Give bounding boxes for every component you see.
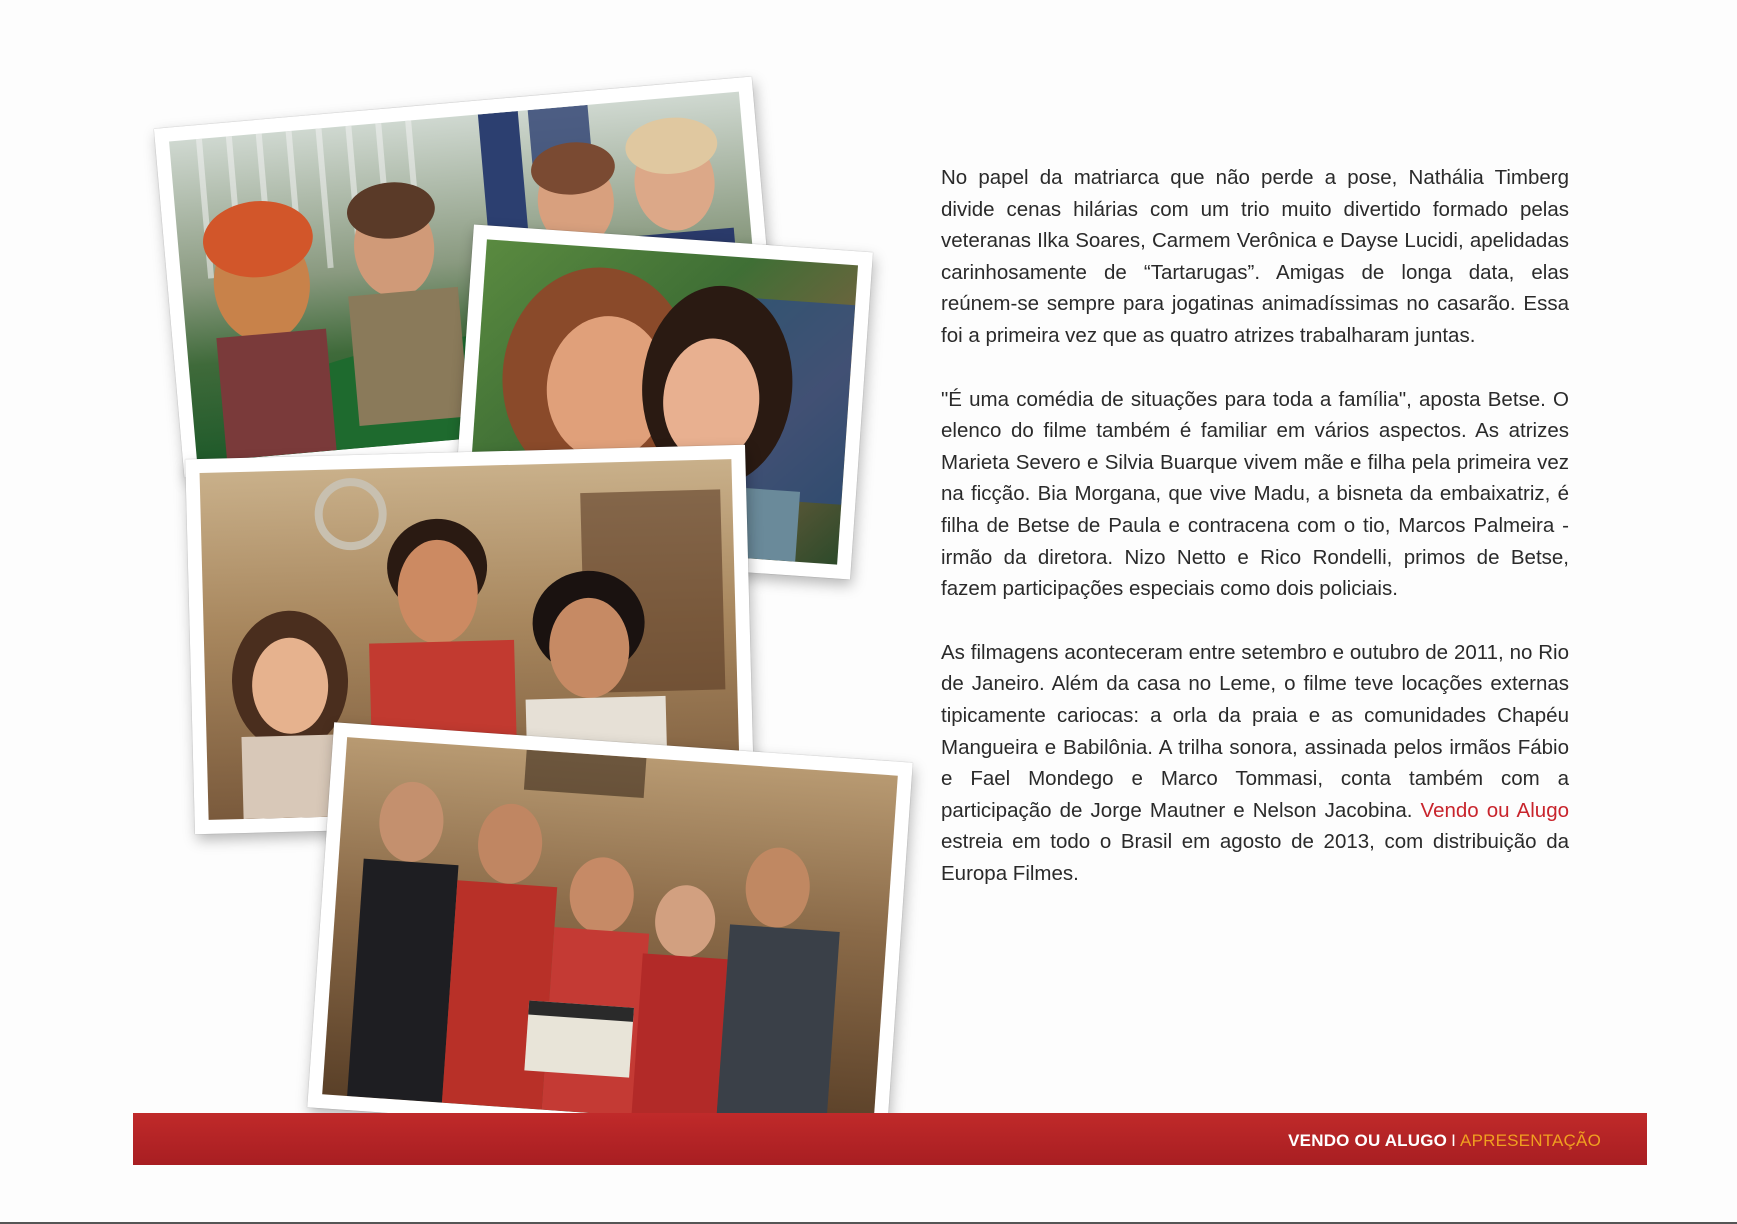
- footer-section: APRESENTAÇÃO: [1460, 1131, 1601, 1150]
- article-paragraph-family-cast: "É uma comédia de situações para toda a família", aposta Betse. O elenco do filme também é familiar em vários aspectos. As atrizes Marieta Severo e Silvia Buarque vivem mãe e filha pela primeira vez na ficção. Bia Morgana, que vive Madu, a bisneta da embaixatriz, é filha de Betse de Paula e contracena com o tio, Marcos Palmeira - irmão da diretora. Nizo Netto e Rico Rondelli, primos de Betse, fazem participações especiais como dois policiais.: [941, 387, 1569, 601]
- paragraph-text-after: estreia em todo o Brasil em agosto de 2013, com distribuição da Europa Filmes.: [941, 830, 1569, 885]
- article-paragraph-filming: [941, 637, 1569, 890]
- footer-separator: I: [1451, 1131, 1457, 1150]
- footer-label: [1288, 1131, 1601, 1151]
- paragraph-text-before: As filmagens aconteceram entre setembro e outubro de 2011, no Rio de Janeiro. Além da casa no Leme, o filme teve locações externas tipicamente cariocas: a orla da praia e as comunidades Chapéu Mangueira e Babilônia. A trilha sonora, assinada pelos irmãos Fábio e Fael Mondego e Marco Tommasi, conta também com a participação de Jorge Mautner e Nelson Jacobina.: [941, 640, 1569, 822]
- photo-cast-with-clapperboard: [307, 722, 913, 1148]
- article-paragraph-cast-veterans: No papel da matriarca que não perde a pose, Nathália Timberg divide cenas hilárias com um trio muito divertido formado pelas veteranas Ilka Soares, Carmem Verônica e Dayse Lucidi, apelidadas carinhosamente de “Tartarugas”. Amigas de longa data, elas reúnem-se sempre para jogatinas animadíssimas no casarão. Essa foi a primeira vez que as quatro atrizes trabalharam juntas.: [941, 166, 1569, 347]
- photo-image: [322, 737, 898, 1133]
- photo-illustration: [322, 737, 898, 1133]
- movie-title-highlight: Vendo ou Alugo: [1420, 798, 1569, 822]
- article-body: [941, 162, 1569, 921]
- footer-title: VENDO OU ALUGO: [1288, 1131, 1448, 1150]
- footer-bar: [133, 1113, 1647, 1165]
